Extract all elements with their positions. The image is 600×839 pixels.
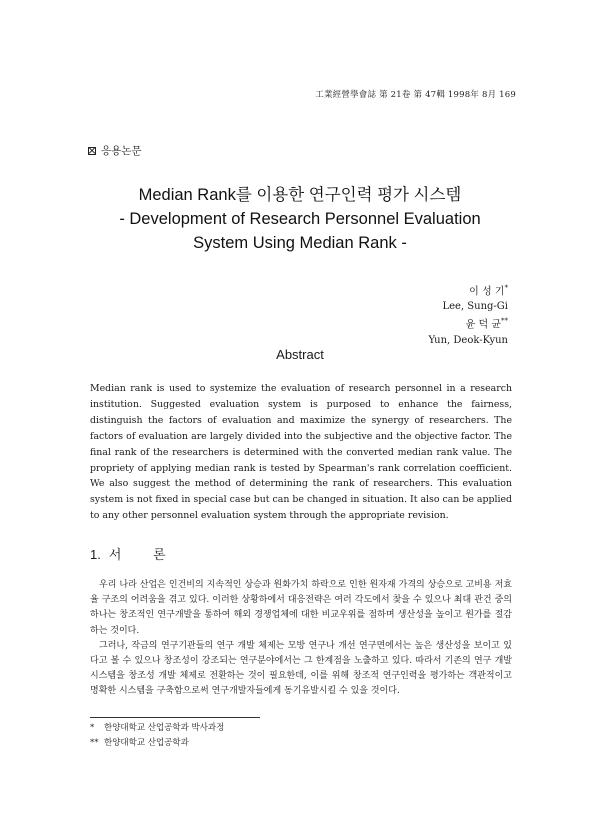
- author1-english: Lee, Sung-Gi: [442, 301, 508, 313]
- footnote-divider: [90, 717, 260, 718]
- footnote-1-text: 한양대학교 산업공학과 박사과정: [104, 723, 225, 733]
- abstract-heading: Abstract: [276, 347, 324, 362]
- paper-title: [60, 183, 540, 255]
- section-number: 1.: [90, 547, 101, 562]
- footnote-2-text: 한양대학교 산업공학과: [104, 738, 189, 748]
- author2-footnote-mark: **: [501, 317, 508, 326]
- footnotes: [90, 721, 224, 751]
- footnote-2: [90, 736, 224, 751]
- footnote-2-mark: **: [90, 738, 99, 748]
- title-korean: Median Rank를 이용한 연구인력 평가 시스템: [138, 186, 462, 204]
- running-header: 工業經營學會誌 第 21卷 第 47輯 1998年 8月 169: [315, 90, 516, 100]
- section-heading: [90, 544, 180, 563]
- section-title: 서 론: [108, 547, 180, 562]
- boxed-x-icon: [88, 147, 96, 155]
- abstract-body: Median rank is used to systemize the evaluation of research personnel in a research institution. Suggested evaluation system is purposed to enhance the fairness, distinguish the factors of evaluation and maximize the synergy of researchers. The factors of evaluation are largely divided into the subjective and the objective factor. The final rank of the researchers is determined with the converted median rank value. The propriety of applying median rank is tested by Spearman's rank correlation coefficient. We also suggest the method of determining the rank of researchers. This evaluation system is not fixed in special case but can be changed in situation. It also can be applied to any other personnel evaluation system through the appropriate revision.: [90, 383, 513, 522]
- author-block: [428, 281, 508, 348]
- title-english-line2: System Using Median Rank -: [193, 234, 407, 252]
- footnote-1: [90, 721, 224, 736]
- introduction-body: [90, 578, 512, 700]
- section-tag-label: 응용논문: [101, 145, 142, 157]
- footnote-1-mark: *: [90, 723, 95, 733]
- title-english-line1: - Development of Research Personnel Evaluation: [119, 210, 481, 228]
- author2-english: Yun, Deok-Kyun: [428, 334, 508, 346]
- section-tag: [88, 143, 142, 158]
- author1-footnote-mark: *: [504, 284, 508, 292]
- intro-paragraph-2: 그러나, 작금의 연구기관들의 연구 개발 체제는 모방 연구나 개선 연구면에서는 높은 생산성을 보이고 있다고 볼 수 있으나 창조성이 강조되는 연구분야에서는 그 한계점을 노출하고 있다. 따라서 기존의 연구 개발 시스템을 창조성 개발 체제로 전환하는 것이 필요한데, 이를 위해 창조적 연구인력을 평가하는 객관적이고 명확한 시스템을 구축함으로써 연구개발자들에게 동기유발시킬 수 있을 것이다.: [90, 640, 512, 697]
- author2-korean: 윤 덕 균**: [465, 317, 508, 331]
- author1-korean: 이 성 기*: [469, 284, 508, 298]
- intro-paragraph-1: 우리 나라 산업은 인건비의 지속적인 상승과 원화가치 하락으로 인한 원자재 가격의 상승으로 고비용 저효율 구조의 어려움을 겪고 있다. 이러한 상황하에서 대응전략은 여러 각도에서 찾을 수 있으나 최대 관건 중의 하나는 창조적인 연구개발을 통하여 해외 경쟁업체에 대한 비교우위를 점하며 생산성을 높이고 원가를 절감하는 것이다.: [90, 580, 512, 636]
